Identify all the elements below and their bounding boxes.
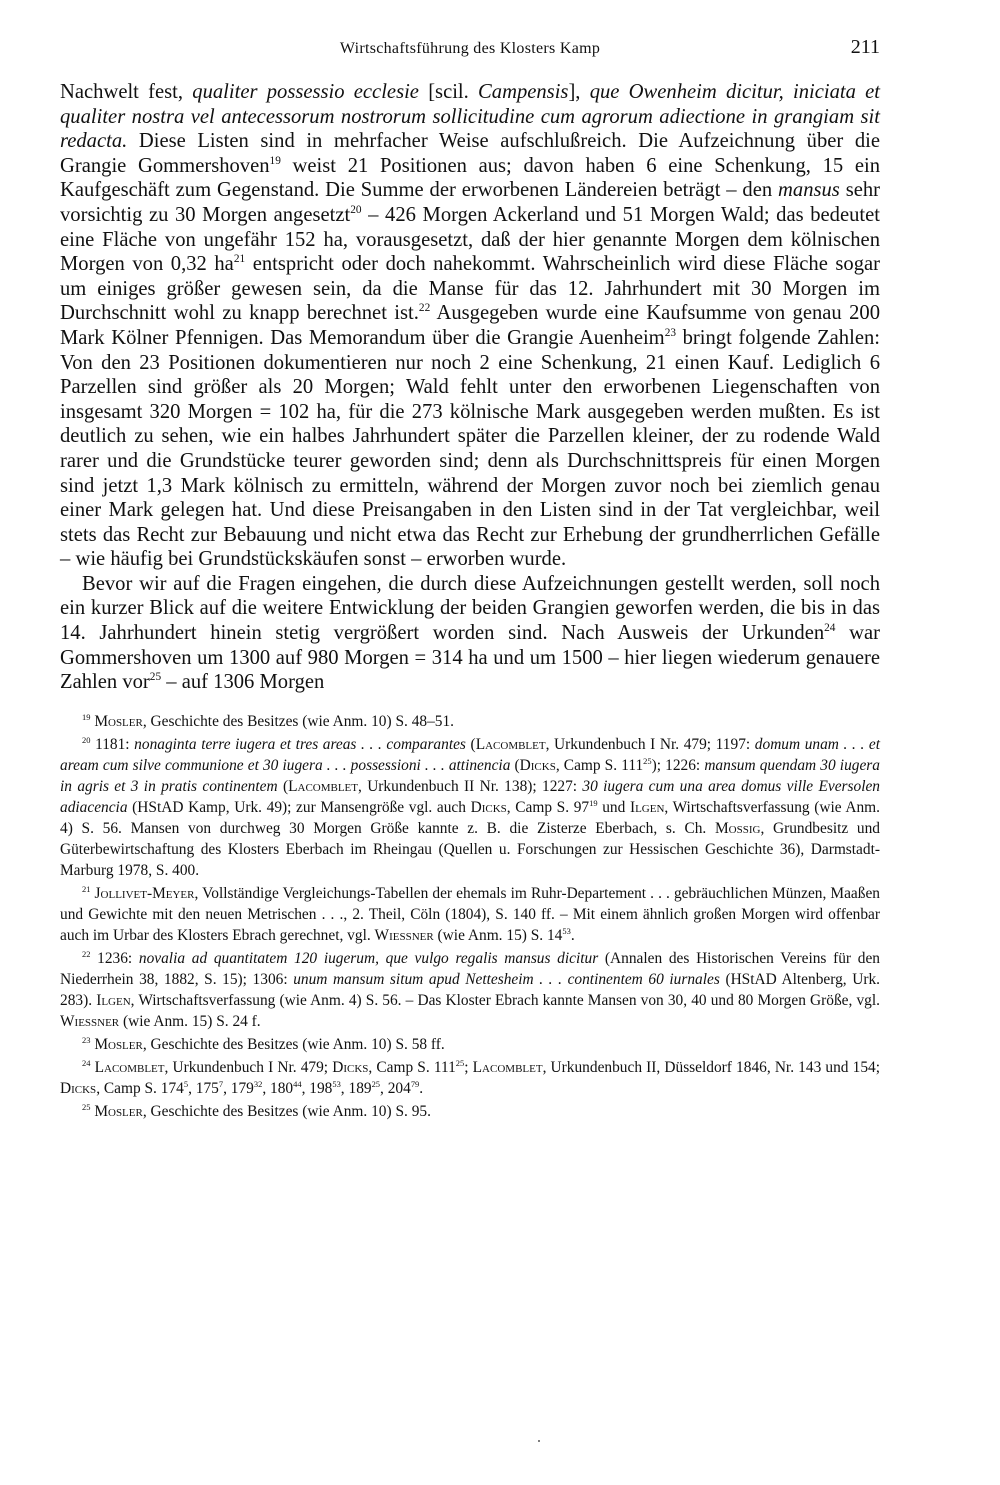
page-number: 211	[850, 36, 880, 58]
footnote-20: $^{20}$ 1181: nonaginta terre iugera et tres areas . . . comparantes (Lacomblet, Urkundenbuch I Nr. 479; 1197: domum unam . . . et aream cum silve communione et 30 iugera . . . possessioni . . . attinencia (Dicks, Camp S. $111^{25}$); 1226: mansum quendam 30 iugera in agris et 3 in pratis continentem (Lacomblet, Urkundenbuch II Nr. 138); 1227: 30 iugera cum una area domus ville Eversolen adiacencia (HStAD Kamp, Urk. 49); zur Mansengröße vgl. auch Dicks, Camp S. $97^{19}$ und Ilgen, Wirtschaftsverfassung (wie Anm. 4) S. 56. Mansen von durchweg 30 Morgen Größe kannte z. B. die Zisterze Eberbach, s. Ch. Mossig, Grundbesitz und Güterbewirtschaftung des Klosters Eberbach im Rheingau (Quellen u. Forschungen zur Hessischen Geschichte 36), Darmstadt-Marburg 1978, S. 400.	[60, 734, 881, 879]
book-page	[60, 36, 881, 1124]
footnote-25: $^{25}$ Mosler, Geschichte des Besitzes (wie Anm. 10) S. 95.	[82, 1101, 431, 1120]
print-speck	[538, 1440, 540, 1442]
main-text	[60, 80, 880, 695]
footnote-23: $^{23}$ Mosler, Geschichte des Besitzes (wie Anm. 10) S. 58 ff.	[82, 1034, 445, 1053]
running-title: Wirtschaftsführung des Klosters Kamp	[339, 40, 601, 57]
running-head	[60, 36, 880, 80]
footnote-19: $^{19}$ Mosler, Geschichte des Besitzes (wie Anm. 10) S. 48–51.	[82, 711, 455, 730]
footnote-24: $^{24}$ Lacomblet, Urkundenbuch I Nr. 479; Dicks, Camp S. $111^{25}$; Lacomblet, Urkundenbuch II, Düsseldorf 1846, Nr. 143 und 154; Dicks, Camp S. $174^5$, $175^7$, $179^{32}$, $180^{44}$, $198^{53}$, $189^{25}$, $204^{79}$.	[60, 1057, 880, 1097]
paragraph: Nachwelt fest, qualiter possessio ecclesie [scil. Campensis], que Owenheim dicitur, iniciata et qualiter nostra vel antecessorum nostrorum sollicitudine cum agrorum adiectione in grangiam sit redacta. Diese Listen sind in mehrfacher Weise aufschlußreich. Die Aufzeichnung über die Grangie Gommershoven$^{19}$ weist 21 Positionen aus; davon haben 6 eine Schenkung, 15 ein Kaufgeschäft zum Gegenstand. Die Summe der erworbenen Ländereien beträgt – den mansus sehr vorsichtig zu 30 Morgen angesetzt$^{20}$ – 426 Morgen Ackerland und 51 Morgen Wald; das bedeutet eine Fläche von ungefähr 152 ha, vorausgesetzt, daß der hier genannte Morgen dem kölnischen Morgen von 0,32 $ha^{21}$ entspricht oder doch nahekommt. Wahrscheinlich wird diese Fläche sogar um einiges größer gewesen sein, da die Manse für das 12. Jahrhundert mit 30 Morgen im Durchschnitt wohl zu knapp berechnet ist.$^{22}$ Ausgegeben wurde eine Kaufsumme von genau 200 Mark Kölner Pfennigen. Das Memorandum über die Grangie Auenheim$^{23}$ bringt folgende Zahlen: Von den 23 Positionen dokumentieren nur noch 2 eine Schenkung, 21 einen Kauf. Lediglich 6 Parzellen sind größer als 20 Morgen; Wald fehlt unter den erworbenen Liegenschaften von insgesamt 320 Morgen = 102 ha, für die 273 kölnische Mark ausgegeben werden mußten. Es ist deutlich zu sehen, wie ein halbes Jahrhundert später die Parzellen kleiner, der zu rodende Wald rarer und die Grundstücke teurer geworden sind; denn als Durchschnittspreis für einen Morgen sind jetzt 1,3 Mark kölnisch zu ermitteln, während der Morgen zuvor noch bei ziemlich genau einer Mark gelegen hat. Und diese Preisangaben in den Listen sind in der Tat vergleichbar, weil stets das Recht zur Bebauung und nicht etwa das Recht zur Erhebung der grundherrlichen Gefälle – wie häufig bei Grundstückskäufen sonst – erworben wurde.	[60, 81, 881, 571]
footnote-21: $^{21}$ Jollivet-Meyer, Vollständige Vergleichungs-Tabellen der ehemals im Ruhr-Departement . . . gebräuchlichen Münzen, Maaßen und Gewichte mit den neuen Metrischen . . ., 2. Theil, Cöln (1804), S. 140 ff. – Mit einem ähnlich großen Morgen wird offenbar auch im Urbar des Klosters Ebrach gerechnet, vgl. Wiessner (wie Anm. 15) S. $14^{53}$.	[60, 883, 880, 944]
footnotes	[60, 711, 880, 1122]
paragraph: Bevor wir auf die Fragen eingehen, die durch diese Aufzeichnungen gestellt werden, soll noch ein kurzer Blick auf die weitere Entwicklung der beiden Grangien geworfen werden, die bis in das 14. Jahrhundert hinein stetig vergrößert worden sind. Nach Ausweis der Urkunden$^{24}$ war Gommershoven um 1300 auf 980 Morgen = 314 ha und um 1500 – hier liegen wiederum genauere Zahlen vor$^{25}$ – auf 1306 Morgen	[60, 572, 880, 694]
footnote-22: $^{22}$ 1236: novalia ad quantitatem 120 iugerum, que vulgo regalis mansus dicitur (Annalen des Historischen Vereins für den Niederrhein 38, 1882, S. 15); 1306: unum mansum situm apud Nettesheim . . . continentem 60 iurnales (HStAD Altenberg, Urk. 283). Ilgen, Wirtschaftsverfassung (wie Anm. 4) S. 56. – Das Kloster Ebrach kannte Mansen von 30, 40 und 80 Morgen Größe, vgl. Wiessner (wie Anm. 15) S. 24 f.	[60, 948, 880, 1030]
